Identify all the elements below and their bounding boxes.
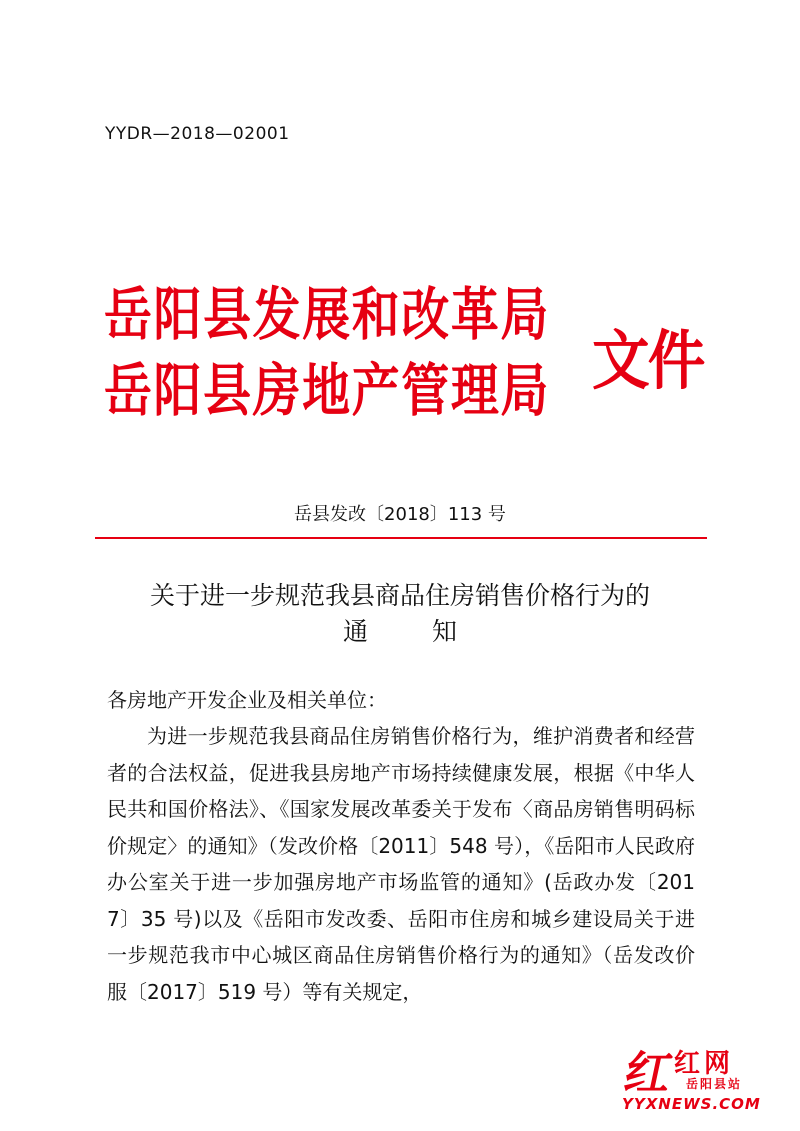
title-line-2: 通知	[342, 617, 521, 646]
issuer-name-1: 岳阳县发展和改革局	[104, 282, 551, 348]
document-id-code: YYDR—2018—02001	[105, 124, 290, 144]
salutation: 各房地产开发企业及相关单位：	[107, 688, 387, 712]
rednet-watermark	[619, 1037, 782, 1117]
watermark-site-name: 红网	[674, 1049, 735, 1079]
red-divider	[95, 537, 707, 539]
title-line-1: 关于进一步规范我县商品住房销售价格行为的	[149, 581, 650, 610]
issuer-name-2: 岳阳县房地产管理局	[104, 358, 551, 424]
red-header	[104, 282, 704, 442]
watermark-url: YYXNEWS.COM	[622, 1095, 761, 1113]
document-number: 岳县发改〔2018〕113 号	[294, 504, 506, 525]
body-paragraph: 为进一步规范我县商品住房销售价格行为，维护消费者和经营者的合法权益，促进我县房地产市场持续健康发展，根据《中华人民共和国价格法》、《国家发展改革委关于发布〈商品房销售明码标价规定〉的通知》（发改价格〔2011〕548 号），《岳阳市人民政府办公室关于进一步加强房地产市场监管的通知》(岳政办发〔2017〕35 号)以及《岳阳市发改委、岳阳市住房和城乡建设局关于进一步规范我市中心城区商品住房销售价格行为的通知》（岳发改价服〔2017〕519 号）等有关规定，	[107, 724, 695, 1004]
rednet-logo-icon: 红	[619, 1046, 678, 1100]
watermark-station: 岳阳县站	[686, 1077, 743, 1091]
document-title	[0, 578, 800, 650]
document-type: 文件	[592, 325, 704, 399]
